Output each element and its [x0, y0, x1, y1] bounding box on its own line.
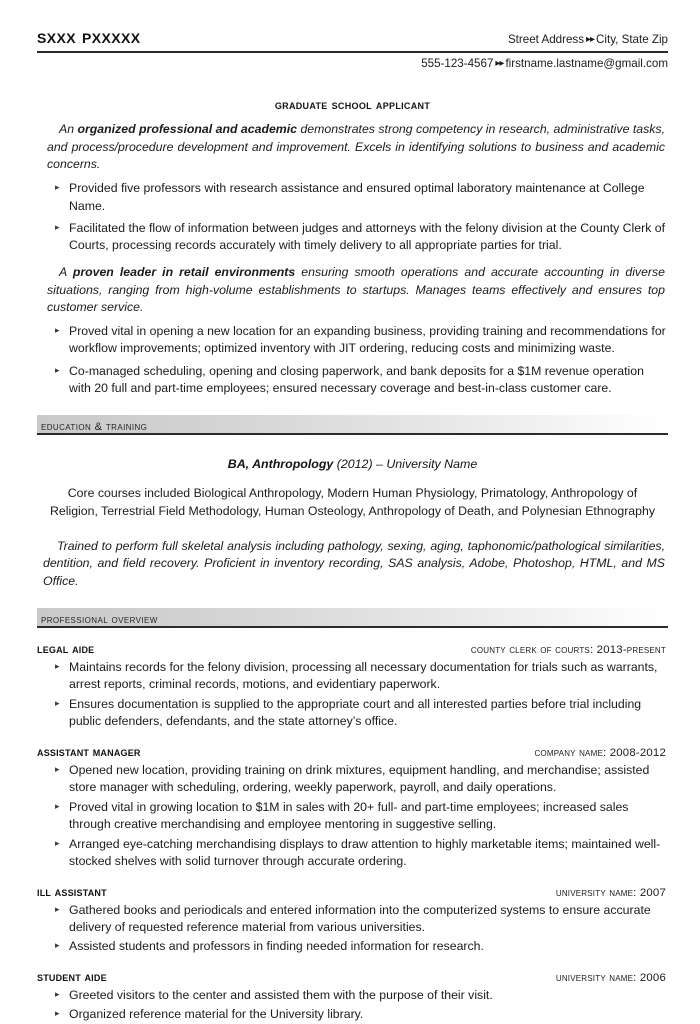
- summary-lead: An: [59, 122, 78, 136]
- list-item-text: Opened new location, providing training on drink mixtures, equipment handling, and merchandise; assisted store manager with scheduling, ordering, weekly paperwork, payroll, and daily operations.: [69, 762, 650, 795]
- list-item-text: Gathered books and periodicals and entered information into the computerized systems to ensure accurate delivery of requested reference material from various universities.: [69, 902, 651, 934]
- summary-bullet-list: [37, 180, 668, 255]
- education-courses: Core courses included Biological Anthropology, Modern Human Physiology, Primatology, Anthropology of Religion, Terrestrial Field Methodology, Human Osteology, Anthropology of Death, and Polynesian Ethnography: [50, 485, 655, 518]
- list-item-text: Co-managed scheduling, opening and closing paperwork, and bank deposits for a $1M revenue operation with 20 full and part-time employees; ensured necessary coverage and best-in-class customer care.: [69, 363, 644, 396]
- chevron-right-icon: ▸: [55, 1008, 60, 1019]
- chevron-right-icon: ▸: [55, 800, 60, 811]
- header-divider: [37, 51, 668, 53]
- chevron-right-icon: ▸: [55, 903, 60, 914]
- job-entry: [37, 970, 668, 1024]
- job-header: [37, 745, 668, 759]
- job-title: ill assistant: [37, 884, 107, 899]
- summary-rest: demonstrates strong competency in research, administrative tasks, and process/procedure development and improvement. Excels in identifying solutions to business and academic concerns.: [47, 122, 665, 172]
- chevron-right-icon: ▸: [55, 222, 60, 233]
- city-state-zip: City, State Zip: [596, 32, 668, 46]
- job-employer-dates: county clerk of courts: 2013-present: [470, 643, 666, 656]
- education-training: Trained to perform full skeletal analysis including pathology, sexing, aging, taphonomic/pathological similarities, dentition, and field recovery. Proficient in inventory recording, SAS analysis, Adobe, Photoshop, HTML, and MS Office.: [43, 538, 665, 589]
- job-entry: [37, 745, 668, 871]
- street-address: Street Address: [507, 32, 584, 46]
- list-item: [53, 902, 666, 937]
- list-item: [53, 659, 666, 694]
- chevron-right-icon: ▸: [55, 940, 60, 951]
- education-degree: [37, 457, 668, 471]
- job-title: student aide: [37, 969, 107, 984]
- list-item-text: Ensures documentation is supplied to the appropriate court and all interested parties before trial including public defenders, defendants, and the state attorney’s office.: [69, 696, 642, 729]
- email-address: firstname.lastname@gmail.com: [505, 56, 668, 70]
- job-bullet-list: [37, 659, 668, 731]
- list-item: [53, 323, 666, 358]
- list-item: [53, 220, 666, 255]
- job-employer-dates: university name: 2006: [555, 971, 666, 984]
- section-header-experience: [37, 608, 668, 628]
- job-title: assistant manager: [37, 744, 141, 759]
- list-item: [53, 1006, 666, 1023]
- chevron-right-icon: ▸: [55, 182, 60, 193]
- list-item-text: Greeted visitors to the center and assisted them with the purpose of their visit.: [69, 987, 493, 1002]
- list-item: [53, 363, 666, 398]
- degree-detail: (2012) – University Name: [333, 456, 478, 471]
- header-contact-line: [37, 57, 668, 70]
- header-top-row: [37, 26, 668, 48]
- chevron-right-icon: ▸: [55, 325, 60, 336]
- summary-highlight: organized professional and academic: [77, 122, 297, 136]
- list-item-text: Arranged eye-catching merchandising displays to draw attention to highly marketable items; maintained well-stocked shelves with solid turnover through accurate ordering.: [69, 836, 661, 869]
- separator-icon: ▸▸: [495, 57, 504, 69]
- job-title: legal aide: [37, 641, 95, 656]
- section-title: education & training: [41, 420, 148, 433]
- job-entry: [37, 885, 668, 956]
- list-item-text: Maintains records for the felony division, processing all necessary documentation for trials such as warrants, arrest reports, criminal records, motions, and evidentiary paperwork.: [69, 659, 658, 692]
- summary-rest: ensuring smooth operations and accurate accounting in diverse situations, ranging from high-volume establishments to startups. Manages teams effectively and ensures top customer service.: [47, 264, 665, 315]
- phone-number: 555-123-4567: [421, 56, 494, 70]
- list-item-text: Proved vital in growing location to $1M in sales with 20+ full- and part-time employees; increased sales through creative merchandising and employee mentoring in suggestive selling.: [69, 799, 629, 832]
- list-item: [53, 836, 666, 871]
- job-header: [37, 970, 668, 984]
- job-employer-dates: company name: 2008-2012: [534, 746, 666, 759]
- header-address-line: [508, 33, 668, 48]
- list-item-text: Assisted students and professors in finding needed information for research.: [69, 939, 484, 954]
- list-item: [53, 799, 666, 834]
- section-header-education: [37, 415, 668, 435]
- list-item-text: Provided five professors with research assistance and ensured optimal laboratory maintenance at College Name.: [69, 181, 645, 213]
- chevron-right-icon: ▸: [55, 364, 60, 375]
- objective-title: graduate school applicant: [274, 97, 431, 112]
- list-item-text: Facilitated the flow of information between judges and attorneys with the felony division at the County Clerk of Courts, processing records accurately with timely delivery to all appropriate parties for trial.: [69, 221, 666, 253]
- list-item: [53, 762, 666, 797]
- chevron-right-icon: ▸: [55, 697, 60, 708]
- section-title: professional overview: [41, 613, 158, 626]
- list-item: [53, 938, 666, 955]
- applicant-name: sxxx pxxxxx: [37, 25, 141, 48]
- job-bullet-list: [37, 987, 668, 1024]
- summary-bullet-list: [37, 323, 668, 398]
- chevron-right-icon: ▸: [55, 763, 60, 774]
- job-employer-dates: university name: 2007: [555, 886, 666, 899]
- summary-lead: A: [59, 264, 73, 279]
- chevron-right-icon: ▸: [55, 660, 60, 671]
- list-item: [53, 987, 666, 1004]
- summary-highlight: proven leader in retail environments: [72, 264, 296, 279]
- summary-paragraph: [47, 121, 665, 174]
- job-header: [37, 642, 668, 656]
- job-bullet-list: [37, 762, 668, 871]
- chevron-right-icon: ▸: [55, 988, 60, 999]
- list-item-text: Proved vital in opening a new location for an expanding business, providing training and recommendations for workflow improvements; optimized inventory with JIT ordering, reducing costs and minimizing waste.: [69, 324, 666, 356]
- summary-paragraph: [47, 264, 665, 317]
- job-bullet-list: [37, 902, 668, 956]
- list-item-text: Organized reference material for the University library.: [69, 1007, 364, 1022]
- list-item: [53, 696, 666, 731]
- chevron-right-icon: ▸: [55, 837, 60, 848]
- separator-icon: ▸▸: [586, 33, 595, 45]
- list-item: [53, 180, 666, 215]
- degree-name: BA, Anthropology: [227, 456, 334, 471]
- job-entry: [37, 642, 668, 731]
- resume-header: [37, 26, 668, 80]
- job-header: [37, 885, 668, 899]
